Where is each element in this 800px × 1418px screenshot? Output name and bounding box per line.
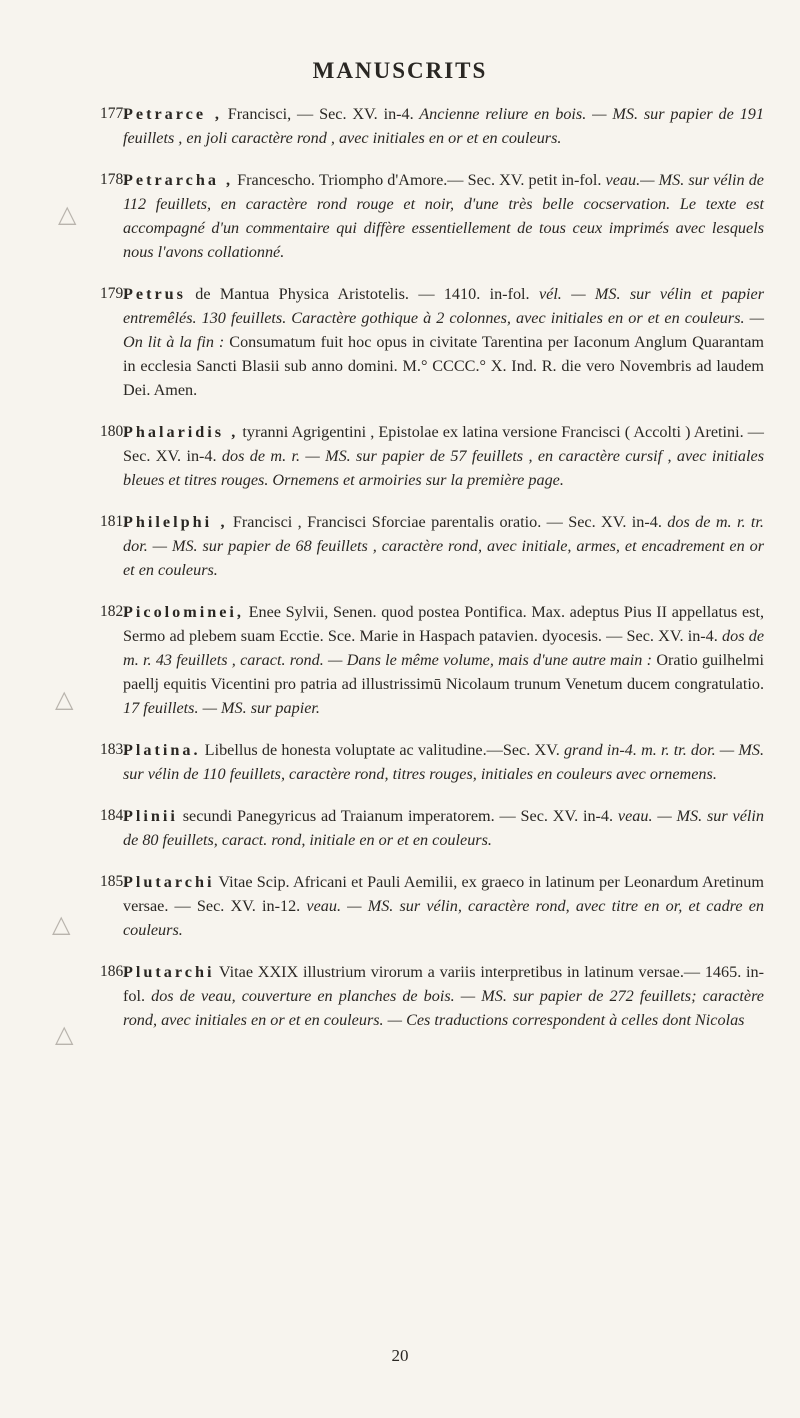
entry-author: Petrarcha , (123, 171, 234, 189)
entry-number: 186. (100, 963, 128, 980)
entry-description: Vitae Scip. Africani et Pauli Aemilii, ex graeco in latinum per Leonardum Aretinum versae. — Sec. XV. in-12. (123, 873, 764, 915)
entry-physical-description: dos de veau, couverture en planches de bois. — MS. sur papier de 272 feuillets; caractère rond, avec initiales en or et en couleurs. — Ces traductions correspondent à celles dont Nicolas (123, 987, 764, 1029)
entry-physical-description: veau.— MS. sur vélin de 112 feuillets, en caractère rond rouge et noir, d'une très belle cocservation. Le texte est accompagné d'un commentaire qui diffère essentiellement de tous ceux imprimés avec lesquels nous l'avons collationné. (123, 171, 764, 261)
entry-author: Platina. (123, 741, 201, 759)
catalog-entry (100, 804, 764, 852)
entry-physical-description: dos de m. r. 43 feuillets , caract. rond. — Dans le même volume, mais d'une autre main : (123, 627, 764, 669)
entry-number: 181. (100, 513, 128, 530)
entry-author: Petrarce , (123, 105, 222, 123)
bleed-through-mark: △ (55, 1020, 74, 1048)
entry-description: Franceschо. Triompho d'Amore.— Sec. XV. petit in-fol. (233, 171, 602, 189)
catalog-entry (100, 960, 764, 1032)
entry-number: 182. (100, 603, 128, 620)
page-header: MANUSCRITS (312, 58, 488, 83)
entry-physical-description: dos de m. r. tr. dor. — MS. sur papier de 68 feuillets , caractère rond, avec initiale, armes, et encadrement en or et en couleurs. (123, 513, 764, 579)
catalog-entry (100, 510, 764, 582)
entry-number: 185. (100, 873, 128, 890)
catalog-entry (100, 420, 764, 492)
entry-description: Libellus de honesta voluptate ac valitudine.—Sec. XV. (200, 741, 560, 759)
entry-author: Plutarchi (123, 963, 215, 981)
entry-author: Picolominei, (123, 603, 244, 621)
entry-description: Francisci , Francisci Sforciae parentalis oratio. — Sec. XV. in-4. (227, 513, 662, 531)
entry-physical-description: veau. — MS. sur vélin de 80 feuillets, caract. rond, initiale en or et en couleurs. (123, 807, 764, 849)
catalog-entry (100, 738, 764, 786)
entry-description: de Mantua Physica Aristotelis. — 1410. in-fol. (185, 285, 530, 303)
entry-number: 180. (100, 423, 128, 440)
entry-author: Plutarchi (123, 873, 215, 891)
entry-number: 178. (100, 171, 128, 188)
entry-physical-description: grand in-4. m. r. tr. dor. — MS. sur vélin de 110 feuillets, caractère rond, titres rouges, initiales en couleurs avec ornemens. (123, 741, 764, 783)
entry-number: 184. (100, 807, 128, 824)
entry-quote: Consumatum fuit hoc opus in civitate Tarentina per Iaconum Anglum Quarantam in ecclesia Sancti Blasii sub anno domini. M.° CCCC.° X. Ind. R. die vero Novembris ad laudem Dei. Amen. (123, 333, 764, 399)
entry-number: 183. (100, 741, 128, 758)
entry-physical-description: vél. — MS. sur vélin et papier entremêlés. 130 feuillets. Caractère gothique à 2 colonnes, avec initiales en or et en couleurs. — On lit à la fin : (123, 285, 764, 351)
entry-description: Enee Sylvii, Senen. quod postea Pontifica. Max. adeptus Pius II appellatus est, Sermo ad plebem suam Ecctie. Sce. Marie in Haspach patavien. dyocesis. — Sec. XV. in-4. (123, 603, 764, 645)
catalog-entries (100, 102, 764, 1050)
bleed-through-mark: △ (52, 910, 71, 938)
entry-number: 177. (100, 105, 128, 122)
entry-quote: Oratio guilhelmi paellj equitis Vicentini pro patria ad illustrissimū Nicolaum trunum Venetum ducem congratulatio. (123, 651, 764, 693)
entry-description: secundi Panegyricus ad Traianum imperatorem. — Sec. XV. in-4. (177, 807, 614, 825)
entry-physical-description: 17 feuillets. — MS. sur papier. (123, 699, 320, 717)
catalog-entry (100, 168, 764, 264)
bleed-through-mark: △ (55, 685, 74, 713)
catalog-entry (100, 282, 764, 402)
page-number: 20 (391, 1346, 409, 1365)
entry-author: Petrus (123, 285, 186, 303)
entry-physical-description: veau. — MS. sur vélin, caractère rond, avec titre en or, et cadre en couleurs. (123, 897, 764, 939)
catalog-entry (100, 870, 764, 942)
catalog-entry (100, 102, 764, 150)
entry-description: tyranni Agrigentini , Epistolae ex latina versione Francisci ( Accolti ) Aretini. — Sec. XV. in-4. (123, 423, 764, 465)
entry-description: Francisci, — Sec. XV. in-4. (221, 105, 414, 123)
bleed-through-mark: △ (58, 200, 77, 228)
entry-author: Phalaridis , (123, 423, 239, 441)
entry-physical-description: dos de m. r. — MS. sur papier de 57 feuillets , en caractère cursif , avec initiales bleues et titres rouges. Ornemens et armoiries sur la première page. (123, 447, 764, 489)
entry-description: Vitae XXIX illustrium virorum a variis interpretibus in latinum versae.— 1465. in-fol. (123, 963, 764, 1005)
entry-author: Plinii (123, 807, 178, 825)
entry-number: 179. (100, 285, 128, 302)
entry-author: Philelphi , (123, 513, 228, 531)
entry-physical-description: Ancienne reliure en bois. — MS. sur papier de 191 feuillets , en joli caractère rond , avec initiales en or et en couleurs. (123, 105, 764, 147)
catalog-entry (100, 600, 764, 720)
